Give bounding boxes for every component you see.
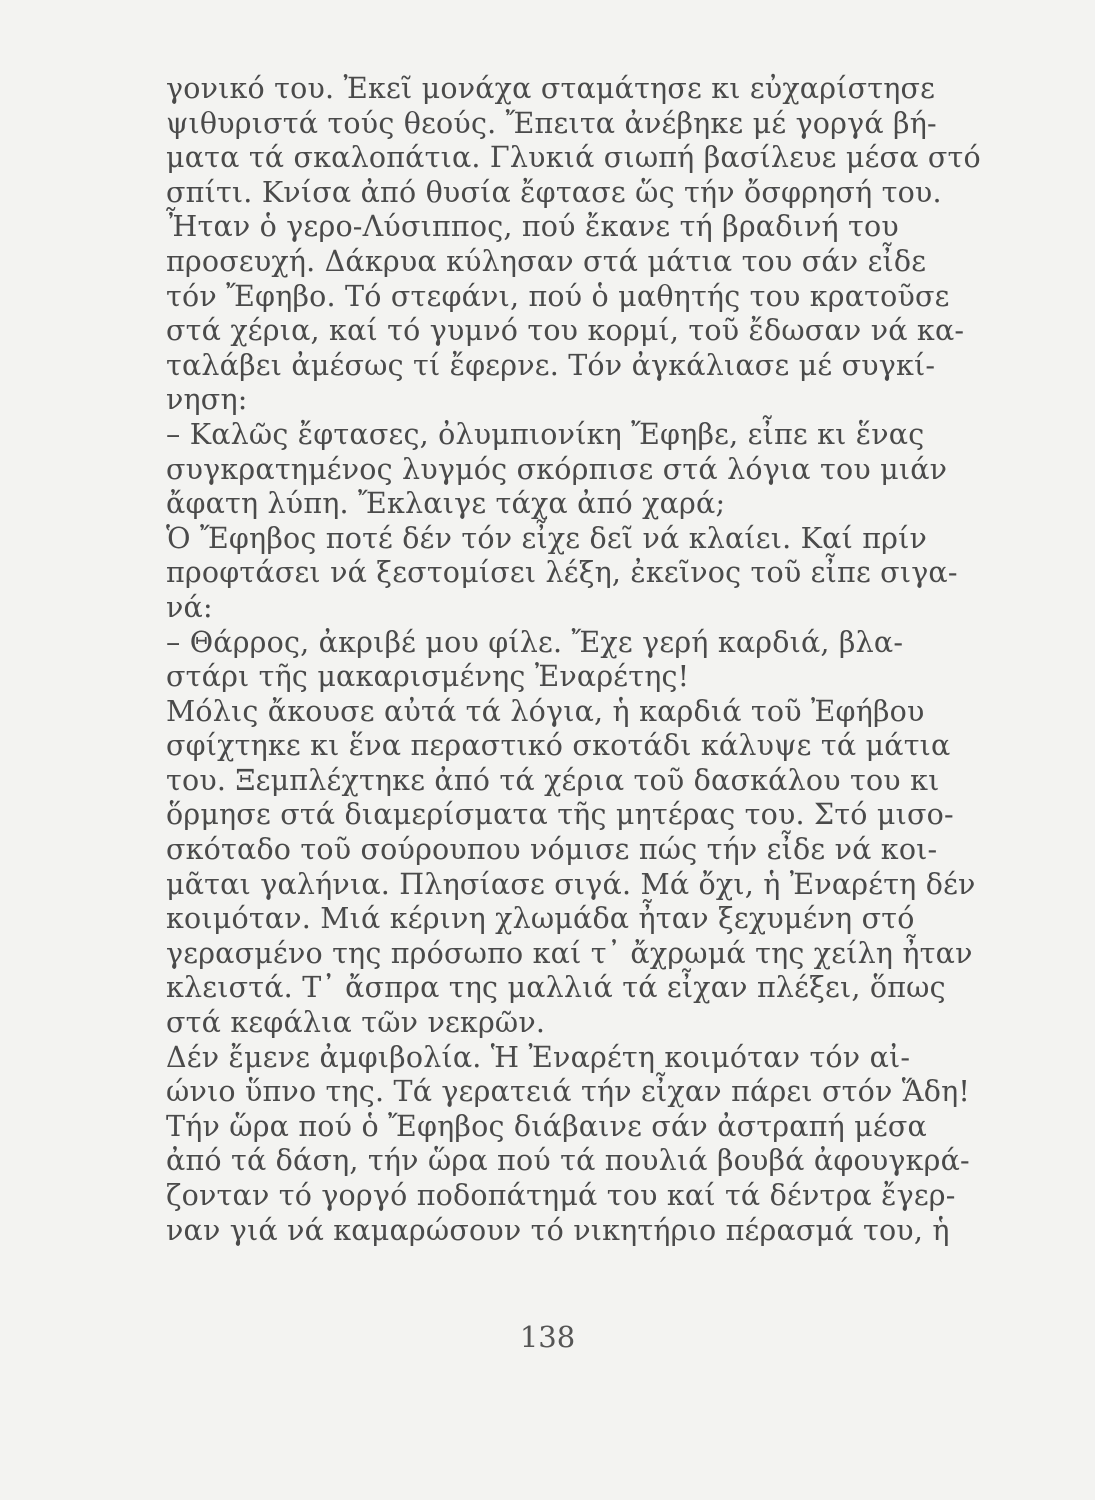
text-line: τόν Ἔφηβο. Τό στεφάνι, πού ὁ μαθητής του κρατοῦσε [166, 279, 950, 313]
text-line: ναν γιά νά καμαρώσουν τό νικητήριο πέρασμά του, ἡ [166, 1213, 950, 1247]
text-line: – Θάρρος, ἀκριβέ μου φίλε. Ἔχε γερή καρδιά, βλα- [166, 625, 904, 659]
text-line: στάρι τῆς μακαρισμένης Ἐναρέτης! [166, 660, 690, 694]
text-line: του. Ξεμπλέχτηκε ἀπό τά χέρια τοῦ δασκάλου του κι [166, 763, 940, 797]
text-line: στά χέρια, καί τό γυμνό του κορμί, τοῦ ἔδωσαν νά κα- [166, 314, 965, 348]
text-line: – Καλῶς ἔφτασες, ὀλυμπιονίκη Ἔφηβε, εἶπε κι ἕνας [166, 417, 925, 451]
text-line: στά κεφάλια τῶν νεκρῶν. [166, 1006, 546, 1040]
text-line: ἄφατη λύπη. Ἔκλαιγε τάχα ἀπό χαρά; [166, 487, 726, 521]
text-line: ματα τά σκαλοπάτια. Γλυκιά σιωπή βασίλευε μέσα στό [166, 141, 981, 175]
text-line: σπίτι. Κνίσα ἀπό θυσία ἔφτασε ὥς τήν ὄσφρησή του. [166, 175, 942, 209]
text-line: γονικό του. Ἐκεῖ μονάχα σταμάτησε κι εὐχαρίστησε [166, 72, 936, 105]
text-line: Δέν ἔμενε ἀμφιβολία. Ἡ Ἐναρέτη κοιμόταν τόν αἰ- [166, 1040, 911, 1074]
text-line: Μόλις ἄκουσε αὐτά τά λόγια, ἡ καρδιά τοῦ Ἐφήβου [166, 694, 925, 728]
text-line: κλειστά. Τ᾿ ἄσπρα της μαλλιά τά εἶχαν πλέξει, ὅπως [166, 971, 946, 1005]
body-text [166, 72, 988, 1248]
text-line: προφτάσει νά ξεστομίσει λέξη, ἐκεῖνος τοῦ εἶπε σιγα- [166, 556, 958, 590]
text-line: γερασμένο της πρόσωπο καί τ᾿ ἄχρωμά της χείλη ἦταν [166, 936, 973, 970]
page-number: 138 [519, 1320, 576, 1354]
text-line: κοιμόταν. Μιά κέρινη χλωμάδα ἦταν ξεχυμένη στό [166, 902, 915, 936]
text-line: ταλάβει ἀμέσως τί ἔφερνε. Τόν ἀγκάλιασε μέ συγκί- [166, 348, 936, 382]
text-line: νηση: [166, 383, 248, 417]
text-line: ζονταν τό γοργό ποδοπάτημά του καί τά δέντρα ἔγερ- [166, 1179, 956, 1212]
text-line: ώνιο ὕπνο της. Τά γερατειά τήν εἶχαν πάρει στόν Ἅδη! [166, 1075, 971, 1109]
text-line: νά: [166, 590, 213, 624]
text-line: ψιθυριστά τούς θεούς. Ἔπειτα ἀνέβηκε μέ γοργά βή- [166, 106, 937, 140]
text-line: Ἦταν ὁ γερο-Λύσιππος, πού ἔκανε τή βραδινή του [166, 210, 899, 244]
text-line: Τήν ὥρα πού ὁ Ἔφηβος διάβαινε σάν ἀστραπή μέσα [166, 1109, 927, 1143]
text-line: ὅρμησε στά διαμερίσματα τῆς μητέρας του. Στό μισο- [166, 798, 954, 832]
text-line: Ὁ Ἔφηβος ποτέ δέν τόν εἶχε δεῖ νά κλαίει. Καί πρίν [166, 521, 928, 555]
text-line: προσευχή. Δάκρυα κύλησαν στά μάτια του σάν εἶδε [166, 244, 927, 278]
text-line: μᾶται γαλήνια. Πλησίασε σιγά. Μά ὄχι, ἡ Ἐναρέτη δέν [166, 867, 976, 901]
text-line: συγκρατημένος λυγμός σκόρπισε στά λόγια του μιάν [166, 452, 948, 486]
text-line: σφίχτηκε κι ἕνα περαστικό σκοτάδι κάλυψε τά μάτια [166, 729, 951, 763]
text-line: σκόταδο τοῦ σούρουπου νόμισε πώς τήν εἶδε νά κοι- [166, 833, 938, 867]
text-line: ἀπό τά δάση, τήν ὥρα πού τά πουλιά βουβά ἀφουγκρά- [166, 1144, 970, 1178]
